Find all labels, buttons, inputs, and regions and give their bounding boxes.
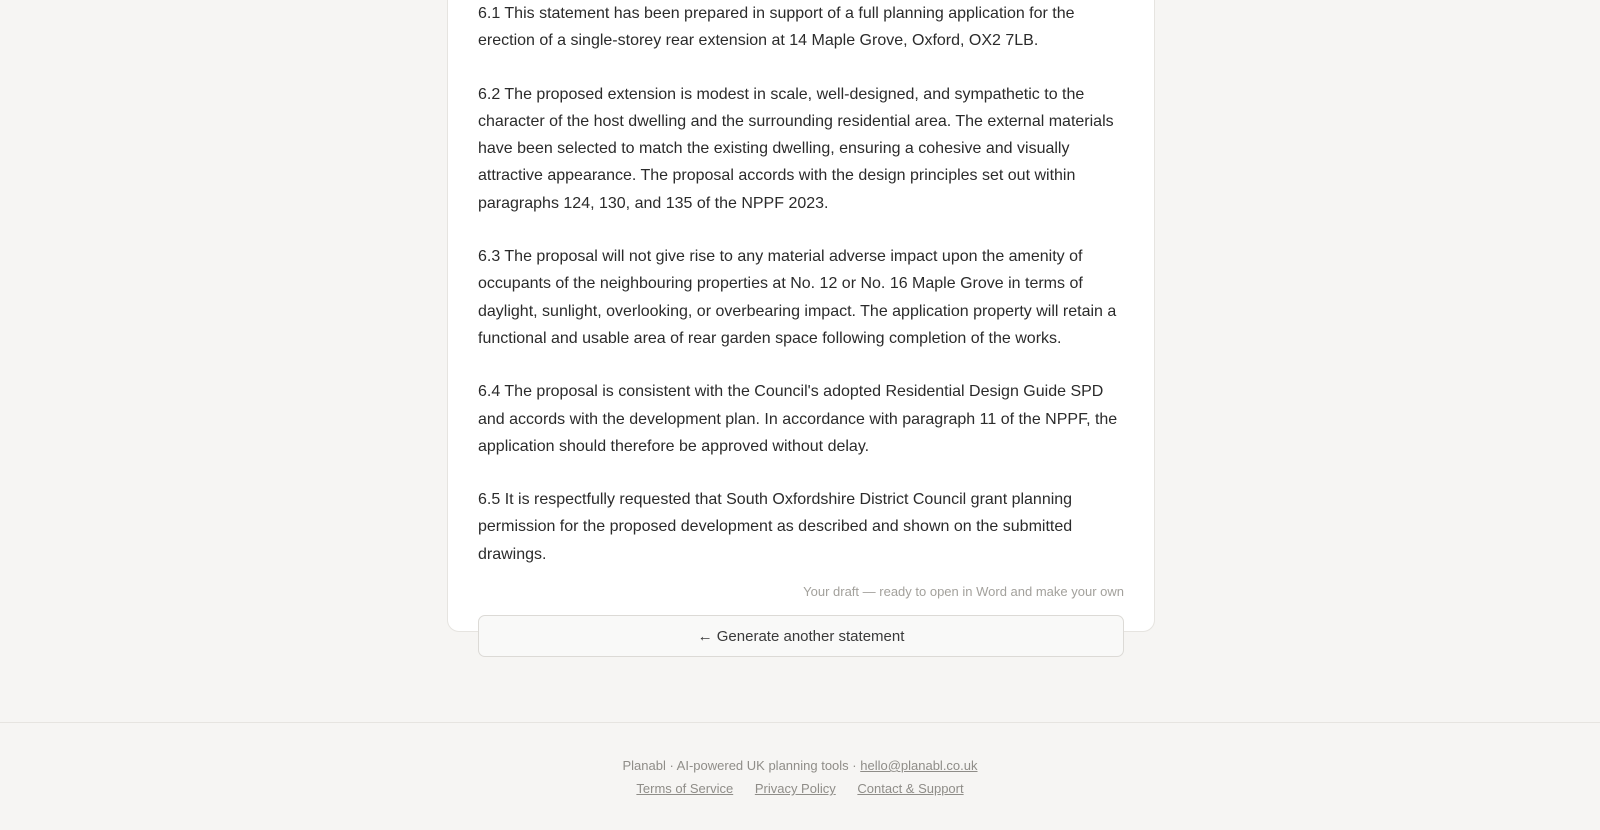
statement-card xyxy=(447,0,1155,645)
statement-paragraph: 6.2 The proposed extension is modest in scale, well-designed, and sympathetic to the character of the host dwelling and the surrounding residential area. The external materials have been selected to match the existing dwelling, ensuring a cohesive and visually attractive appearance. The proposal accords with the design principles set out within paragraphs 124, 130, and 135 of the NPPF 2023. xyxy=(478,85,1114,212)
footer-tagline-row xyxy=(0,757,1600,775)
statement-text xyxy=(478,0,1124,568)
draft-note: Your draft — ready to open in Word and make your own xyxy=(803,584,1124,600)
footer-tagline: Planabl · AI-powered UK planning tools · xyxy=(622,758,861,773)
terms-link[interactable]: Terms of Service xyxy=(636,781,734,796)
statement-paragraph: 6.5 It is respectfully requested that South Oxfordshire District Council grant planning permission for the proposed development as described and shown on the submitted drawings. xyxy=(478,491,1073,563)
footer-email-link[interactable]: hello@planabl.co.uk xyxy=(860,758,978,773)
footer xyxy=(0,722,1600,830)
statement-paragraph: 6.1 This statement has been prepared in support of a full planning application for the erection of a single-storey rear extension at 14 Maple Grove, Oxford, OX2 7LB. xyxy=(478,5,1075,50)
privacy-link[interactable]: Privacy Policy xyxy=(754,781,836,796)
generate-another-button[interactable]: ← Generate another statement xyxy=(478,615,1124,657)
statement-paragraph: 6.3 The proposal will not give rise to any material adverse impact upon the amenity of occupants of the neighbouring properties at No. 12 or No. 16 Maple Grove in terms of daylight, sunlight, overlooking, or overbearing impact. The application property will retain a functional and usable area of rear garden space following completion of the works. xyxy=(478,248,1117,347)
statement-paragraph: 6.4 The proposal is consistent with the Council's adopted Residential Design Guide SPD and accords with the development plan. In accordance with paragraph 11 of the NPPF, the application should therefore be approved without delay. xyxy=(478,383,1118,455)
contact-link[interactable]: Contact & Support xyxy=(857,781,964,796)
footer-links xyxy=(0,780,1600,798)
